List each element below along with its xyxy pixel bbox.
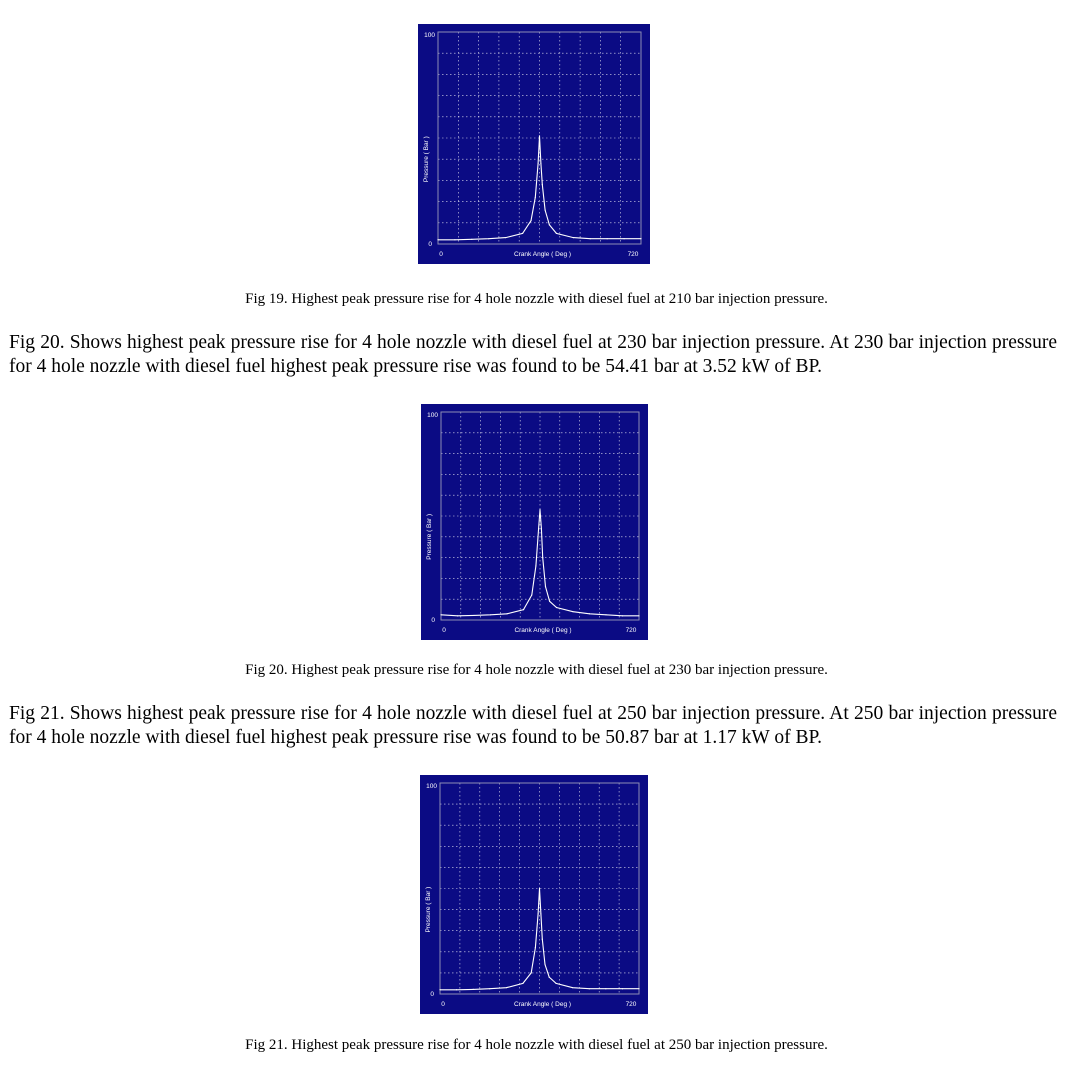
figure-19-caption: Fig 19. Highest peak pressure rise for 4 hole nozzle with diesel fuel at 210 bar injection pressure. [245, 291, 828, 307]
data-point [531, 972, 532, 973]
data-point [555, 983, 556, 984]
y-tick-label: 100 [424, 32, 435, 39]
data-point [573, 237, 574, 238]
data-point [544, 964, 545, 965]
data-point [622, 615, 623, 616]
y-tick-label: 0 [430, 991, 434, 998]
data-point [607, 238, 608, 239]
y-tick-label: 100 [426, 783, 437, 790]
x-tick-label: 720 [625, 627, 637, 634]
data-point [542, 939, 543, 940]
data-point [605, 614, 606, 615]
pressure-plot [418, 24, 650, 264]
data-point [473, 989, 474, 990]
data-point [471, 239, 472, 240]
data-point [506, 987, 507, 988]
data-point [549, 601, 550, 602]
data-point [542, 557, 543, 558]
y-tick-label: 0 [428, 241, 432, 248]
data-point [490, 614, 491, 615]
pressure-curve [441, 510, 639, 616]
data-point [549, 224, 550, 225]
data-point [522, 233, 523, 234]
data-point [523, 609, 524, 610]
data-point [522, 983, 523, 984]
data-point [572, 987, 573, 988]
data-point [538, 913, 539, 914]
data-point [535, 947, 536, 948]
data-point [437, 239, 438, 240]
data-point [506, 613, 507, 614]
data-point [590, 238, 591, 239]
data-point [473, 615, 474, 616]
data-point [545, 209, 546, 210]
data-point [538, 528, 539, 529]
y-tick-label: 0 [431, 617, 435, 624]
figure-20-caption: Fig 20. Highest peak pressure rise for 4 hole nozzle with diesel fuel at 230 bar injection pressure. [245, 662, 828, 678]
data-point [638, 615, 639, 616]
data-point [540, 163, 541, 164]
data-point [556, 607, 557, 608]
data-point [535, 197, 536, 198]
data-point [539, 509, 540, 510]
x-axis-label: Crank Angle ( Deg ) [513, 1001, 572, 1008]
data-point [454, 239, 455, 240]
pressure-plot [421, 404, 648, 640]
data-point [540, 913, 541, 914]
x-tick-label: 720 [627, 251, 639, 258]
paragraph-fig-20: Fig 20. Shows highest peak pressure rise for 4 hole nozzle with diesel fuel at 230 bar injection pressure. At 230 bar injection pressure for 4 hole nozzle with diesel fuel highest peak pressure rise was found to be 54.41 bar at 3.52 kW of BP. [9, 332, 1057, 377]
data-point [440, 614, 441, 615]
data-point [530, 220, 531, 221]
data-point [456, 989, 457, 990]
x-tick-label: 0 [441, 1001, 445, 1008]
data-point [488, 238, 489, 239]
x-axis-label: Crank Angle ( Deg ) [514, 627, 572, 634]
pressure-plot [420, 775, 648, 1014]
data-point [439, 989, 440, 990]
data-point [623, 238, 624, 239]
data-point [539, 888, 540, 889]
y-axis-label: Pressure ( Bar ) [425, 886, 432, 933]
data-point [535, 565, 536, 566]
data-point [505, 237, 506, 238]
figure-19-chart [418, 24, 650, 264]
y-axis-label: Pressure ( Bar ) [426, 513, 433, 560]
paragraph-fig-21: Fig 21. Shows highest peak pressure rise for 4 hole nozzle with diesel fuel at 250 bar injection pressure. At 250 bar injection pressure for 4 hole nozzle with diesel fuel highest peak pressure rise was found to be 50.87 bar at 1.17 kW of BP. [9, 703, 1057, 748]
data-point [545, 586, 546, 587]
y-axis-label: Pressure ( Bar ) [423, 136, 430, 183]
data-point [489, 988, 490, 989]
data-point [537, 163, 538, 164]
data-point [589, 988, 590, 989]
data-point [542, 184, 543, 185]
data-point [605, 988, 606, 989]
figure-21-chart [420, 775, 648, 1014]
figure-21-caption: Fig 21. Highest peak pressure rise for 4 hole nozzle with diesel fuel at 250 bar injection pressure. [245, 1037, 828, 1053]
x-axis-label: Crank Angle ( Deg ) [513, 251, 572, 258]
data-point [556, 233, 557, 234]
x-tick-label: 0 [439, 251, 443, 258]
x-tick-label: 0 [442, 627, 446, 634]
data-point [622, 988, 623, 989]
data-point [531, 594, 532, 595]
x-tick-label: 720 [625, 1001, 637, 1008]
y-tick-label: 100 [427, 412, 438, 419]
figure-20-chart [421, 404, 648, 640]
data-point [589, 613, 590, 614]
data-point [457, 615, 458, 616]
data-point [572, 611, 573, 612]
data-point [539, 135, 540, 136]
data-point [541, 528, 542, 529]
data-point [549, 977, 550, 978]
data-point [638, 988, 639, 989]
data-point [640, 238, 641, 239]
